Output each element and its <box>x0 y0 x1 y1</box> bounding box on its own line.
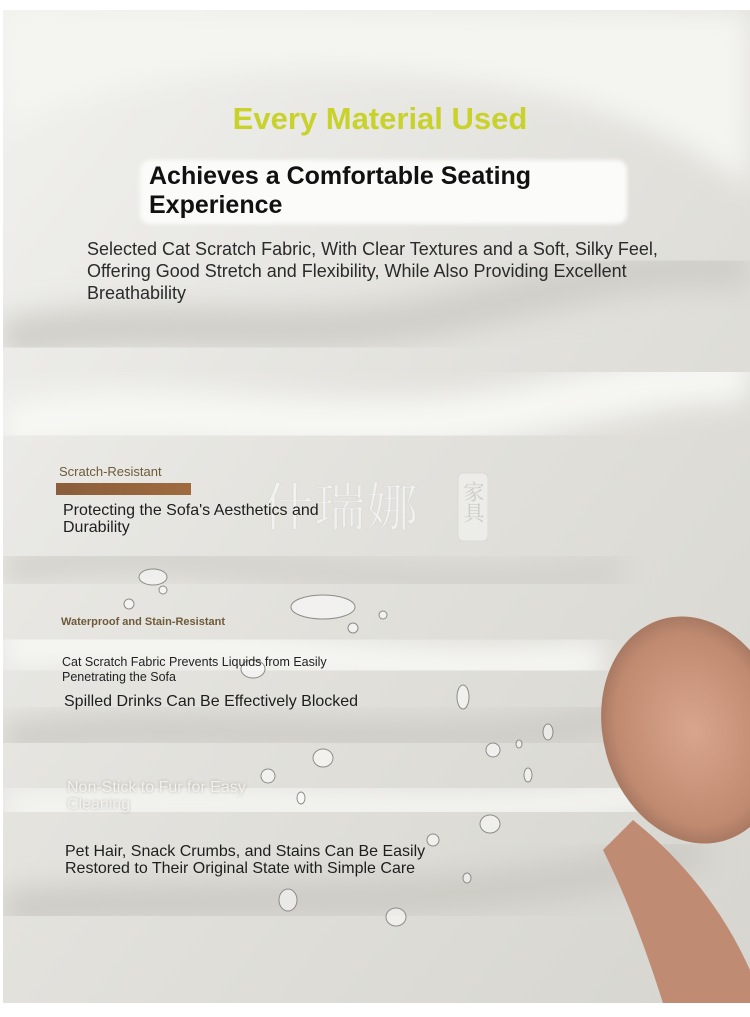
heading-line1: Every Material Used <box>232 101 528 136</box>
watermark-text: 什瑞娜 <box>262 479 419 539</box>
feature-text-waterproof: Cat Scratch Fabric Prevents Liquids from Easily Penetrating the Sofa <box>62 655 327 684</box>
feature-tag-bar <box>56 483 191 495</box>
feature-text-waterproof-2: Spilled Drinks Can Be Effectively Blocked <box>64 693 359 710</box>
intro-text: Selected Cat Scratch Fabric, With Clear Textures and a Soft, Silky Feel, Offering Good Stretch and Flexibility, While Also Providing Excellent Breathability <box>87 239 658 303</box>
feature-tag-nonstick: Non-Stick to Fur for Easy Cleaning <box>67 779 246 813</box>
feature-tag-waterproof: Waterproof and Stain-Resistant <box>61 616 225 628</box>
heading-line2: Achieves a Comfortable Seating Experience <box>149 162 532 219</box>
feature-tag-scratch: Scratch-Resistant <box>59 464 162 479</box>
watermark-badge: 家具 <box>461 481 485 523</box>
feature-text-scratch: Protecting the Sofa's Aesthetics and Durability <box>63 502 319 536</box>
feature-text-nonstick: Pet Hair, Snack Crumbs, and Stains Can Be Easily Restored to Their Original State with Simple Care <box>65 843 426 877</box>
